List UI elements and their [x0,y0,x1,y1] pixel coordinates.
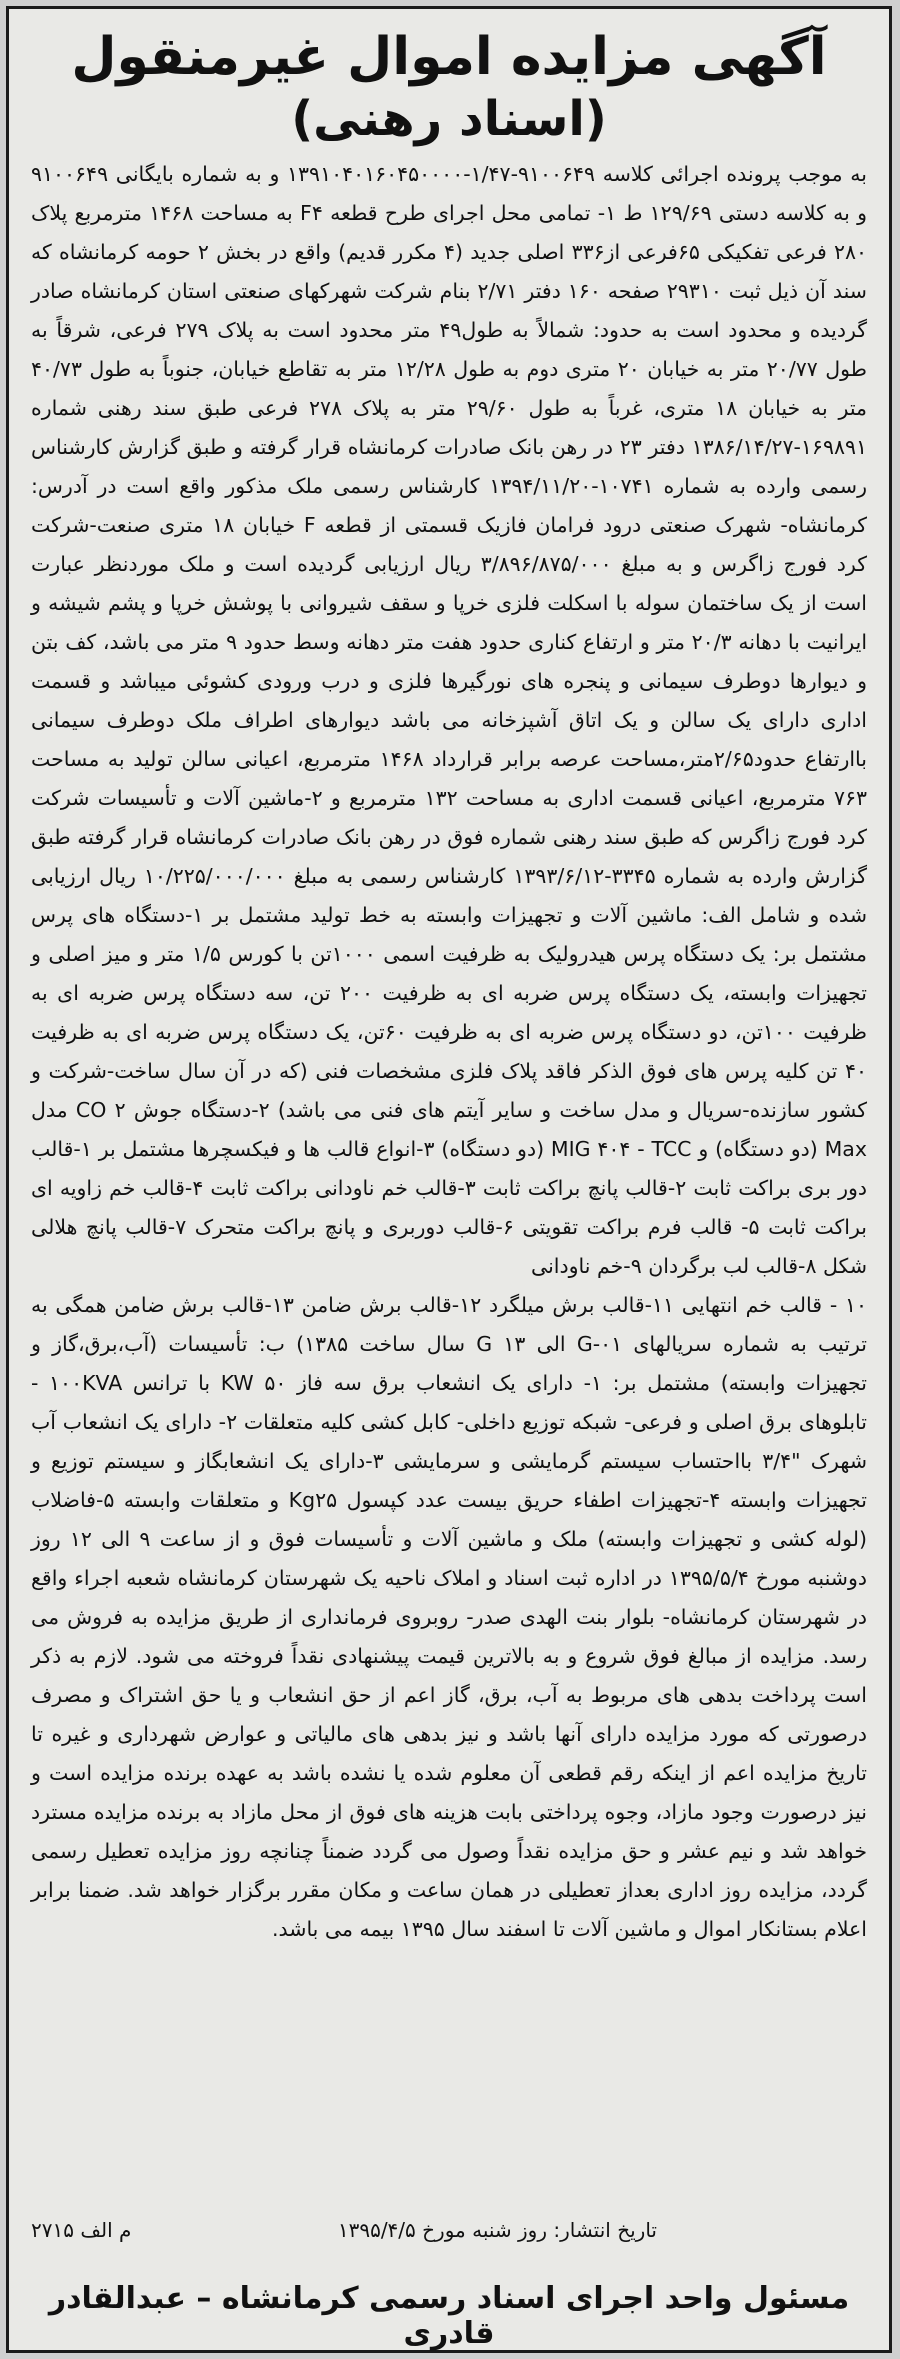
notice-paragraph-1: به موجب پرونده اجرائی کلاسه ۹۱۰۰۶۴۹-۱/۴۷-۱۳۹۱۰۴۰۱۶۰۴۵۰۰۰۰ و به شماره بایگانی ۹۱۰۰۶۴۹ و به کلاسه دستی ۱۲۹/۶۹ ط ۱- تمامی محل اجرای طرح قطعه F۴ به مساحت ۱۴۶۸ مترمربع پلاک ۲۸۰ فرعی تفکیکی ۶۵فرعی از۳۳۶ اصلی جدید (۴ مکرر قدیم) واقع در بخش ۲ حومه کرمانشاه که سند آن ذیل ثبت ۲۹۳۱۰ صفحه ۱۶۰ دفتر ۲/۷۱ بنام شرکت شهرکهای صنعتی استان کرمانشاه صادر گردیده و محدود است به حدود: شمالاً به طول۴۹ متر محدود است به پلاک ۲۷۹ فرعی، شرقاً به طول ۲۰/۷۷ متر به خیابان ۲۰ متری دوم به طول ۱۲/۲۸ متر به تقاطع خیابان، جنوباً به طول ۴۰/۷۳ متر به خیابان ۱۸ متری، غرباً به طول ۲۹/۶۰ متر به پلاک ۲۷۸ فرعی طبق سند رهنی شماره ۱۶۹۸۹۱-۱۳۸۶/۱۴/۲۷ دفتر ۲۳ در رهن بانک صادرات کرمانشاه قرار گرفته و طبق گزارش کارشناس رسمی وارده به شماره ۱۰۷۴۱-۱۳۹۴/۱۱/۲۰ کارشناس رسمی ملک مذکور واقع است در آدرس: کرمانشاه- شهرک صنعتی درود فرامان فازیک قسمتی از قطعه F خیابان ۱۸ متری صنعت-شرکت کرد فورج زاگرس و به مبلغ ۳/۸۹۶/۸۷۵/۰۰۰ ریال ارزیابی گردیده است و ملک موردنظر عبارت است از یک ساختمان سوله با اسکلت فلزی خرپا و سقف شیروانی با پوشش خرپا و پشم شیشه و ایرانیت با دهانه ۲۰/۳ متر و ارتفاع کناری حدود هفت متر دهانه وسط حدود ۹ متر می باشد، کف بتن و دیوارها دوطرف سیمانی و پنجره های نورگیرها فلزی و درب ورودی کشوئی میباشد و قسمت اداری دارای یک سالن و یک اتاق آشپزخانه می باشد دیوارهای اطراف ملک دوطرف سیمانی باارتفاع حدود۲/۶۵متر،مساحت عرصه برابر قرارداد ۱۴۶۸ مترمربع، اعیانی سالن تولید به مساحت ۷۶۳ مترمربع، اعیانی قسمت اداری به مساحت ۱۳۲ مترمربع و ۲-ماشین آلات و تأسیسات شرکت کرد فورج زاگرس که طبق سند رهنی شماره فوق در رهن بانک صادرات کرمانشاه قرار گرفته طبق گزارش وارده به شماره ۳۳۴۵-۱۳۹۳/۶/۱۲ کارشناس رسمی به مبلغ ۱۰/۲۲۵/۰۰۰/۰۰۰ ریال ارزیابی شده و شامل الف: ماشین آلات و تجهیزات وابسته به خط تولید مشتمل بر ۱-دستگاه های پرس مشتمل بر: یک دستگاه پرس هیدرولیک به ظرفیت اسمی ۱۰۰۰تن با کورس ۱/۵ متر و میز اصلی و تجهیزات وابسته، یک دستگاه پرس ضربه ای به ظرفیت ۲۰۰ تن، سه دستگاه پرس ضربه ای به ظرفیت ۱۰۰تن، دو دستگاه پرس ضربه ای به ظرفیت ۶۰تن، یک دستگاه پرس ضربه ای به ظرفیت ۴۰ تن کلیه پرس های فوق الذکر فاقد پلاک فلزی مشخصات فنی (که در آن سال ساخت-شرکت و کشور سازنده-سریال و مدل ساخت و سایر آیتم های فنی می باشد) ۲-دستگاه جوش ۲ CO مدل Max (دو دستگاه) و MIG ۴۰۴ - TCC (دو دستگاه) ۳-انواع قالب ها و فیکسچرها مشتمل بر ۱-قالب دور بری براکت ثابت ۲-قالب پانچ براکت ثابت ۳-قالب خم ناودانی براکت ثابت ۴-قالب خم زاویه ای براکت ثابت ۵- قالب فرم براکت تقویتی ۶-قالب دوربری و پانچ براکت متحرک ۷-قالب پانچ هلالی شکل ۸-قالب لب برگردان ۹-خم ناودانی [31,162,868,1278]
publication-date: تاریخ انتشار: روز شنبه مورخ ۱۳۹۵/۴/۵ [337,2218,657,2242]
reference-code: م الف ۲۷۱۵ [31,2218,132,2242]
notice-footer [31,2218,867,2254]
notice-subtitle: (اسناد رهنی) [291,91,607,147]
notice-title: آگهی مزایده اموال غیرمنقول [71,27,827,87]
notice-paragraph-2: ۱۰ - قالب خم انتهایی ۱۱-قالب برش میلگرد ۱۲-قالب برش ضامن ۱۳-قالب برش ضامن همگی به ترتیب به شماره سریالهای G-۰۱ الی G ۱۳ سال ساخت ۱۳۸۵) ب: تأسیسات (آب،برق،گاز و تجهیزات وابسته) مشتمل بر: ۱- دارای یک انشعاب برق سه فاز ۵۰ KW با ترانس ۱۰۰KVA - تابلوهای برق اصلی و فرعی- شبکه توزیع داخلی- کابل کشی کلیه متعلقات ۲- دارای یک انشعاب آب شهرک "۳/۴ بااحتساب سیستم گرمایشی و سرمایشی ۳-دارای یک انشعابگاز و سیستم توزیع و تجهیزات وابسته ۴-تجهیزات اطفاء حریق بیست عدد کپسول Kg۲۵ و متعلقات وابسته ۵-فاضلاب (لوله کشی و تجهیزات وابسته) ملک و ماشین آلات و تأسیسات فوق و از ساعت ۹ الی ۱۲ روز دوشنبه مورخ ۱۳۹۵/۵/۴ در اداره ثبت اسناد و املاک ناحیه یک شهرستان کرمانشاه شعبه اجراء واقع در شهرستان کرمانشاه- بلوار بنت الهدی صدر- روبروی فرمانداری از طریق مزایده به فروش می رسد. مزایده از مبالغ فوق شروع و به بالاترین قیمت پیشنهادی نقداً فروخته می شود. لازم به ذکر است پرداخت بدهی های مربوط به آب، برق، گاز اعم از حق انشعاب و یا حق اشتراک و مصرف درصورتی که مورد مزایده دارای آنها باشد و نیز بدهی های مالیاتی و عوارض شهرداری و غیره تا تاریخ مزایده اعم از اینکه رقم قطعی آن معلوم شده یا نشده باشد به عهده برنده مزایده است و نیز درصورت وجود مازاد، وجوه پرداختی بابت هزینه های فوق از محل مازاد به برنده مزایده مسترد خواهد شد و نیم عشر و حق مزایده نقداً وصول می گردد ضمناً چنانچه روز مزایده تعطیل رسمی گردد، مزایده روز اداری بعداز تعطیلی در همان ساعت و مکان مقرر برگزار خواهد شد. ضمنا برابر اعلام بستانکار اموال و ماشین آلات تا اسفند سال ۱۳۹۵ بیمه می باشد. [31,1293,868,1941]
signature-line: مسئول واحد اجرای اسناد رسمی کرمانشاه – عبدالقادر قادری [48,2281,850,2351]
newspaper-notice [6,6,892,2353]
notice-body [9,155,889,1949]
